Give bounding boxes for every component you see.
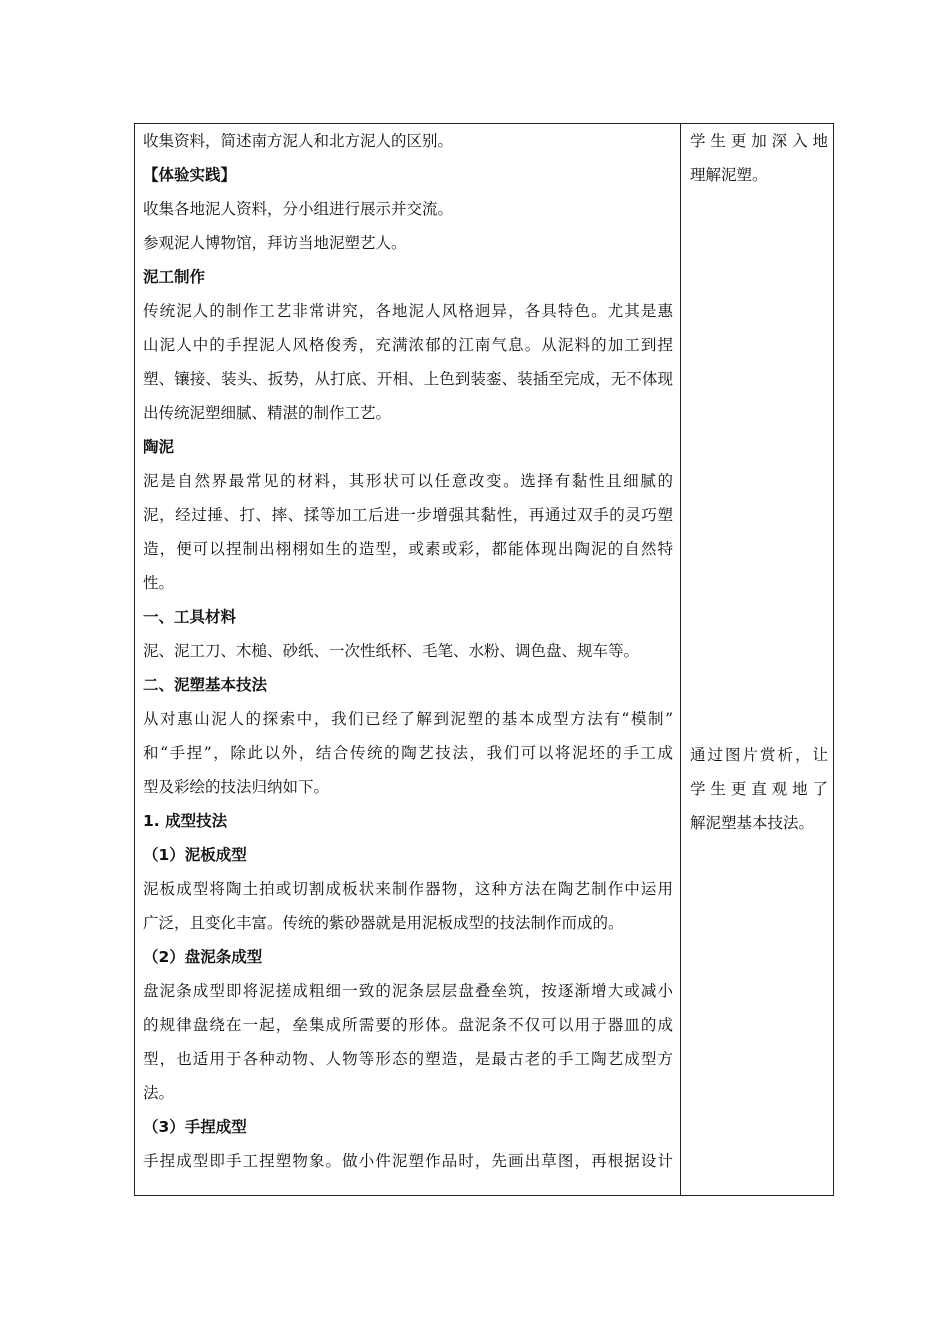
section-heading: 一、工具材料	[143, 608, 237, 626]
note-line: 解泥塑基本技法。	[690, 814, 815, 832]
section-heading: （2）盘泥条成型	[143, 948, 263, 966]
paragraph-line: 性。	[143, 574, 175, 592]
lesson-plan-table	[134, 123, 834, 1196]
paragraph-line: 泥、泥工刀、木槌、砂纸、一次性纸杯、毛笔、水粉、调色盘、规车等。	[143, 642, 640, 660]
paragraph-line: 泥板成型将陶土拍或切割成板状来制作器物，这种方法在陶艺制作中运用	[143, 880, 673, 898]
section-heading: （3）手捏成型	[143, 1118, 247, 1136]
paragraph-line: 和“手捏”，除此以外，结合传统的陶艺技法，我们可以将泥坯的手工成	[143, 744, 673, 762]
paragraph-line: 型及彩绘的技法归纳如下。	[143, 778, 330, 796]
paragraph-line: 塑、镶接、装头、扳势，从打底、开相、上色到装銮、装插至完成，无不体现	[143, 370, 673, 388]
paragraph-line: 从对惠山泥人的探索中，我们已经了解到泥塑的基本成型方法有“模制”	[143, 710, 673, 728]
column-divider	[680, 124, 681, 1195]
section-heading: （1）泥板成型	[143, 846, 247, 864]
note-column-middle	[690, 738, 828, 840]
paragraph-line: 泥，经过捶、打、摔、揉等加工后进一步增强其黏性，再通过双手的灵巧塑	[143, 506, 673, 524]
paragraph-line: 出传统泥塑细腻、精湛的制作工艺。	[143, 404, 392, 422]
content-column	[143, 124, 673, 1178]
section-heading: 泥工制作	[143, 268, 206, 286]
note-line: 学生更直观地了	[690, 780, 828, 798]
note-line: 理解泥塑。	[690, 166, 768, 184]
paragraph-line: 广泛，且变化丰富。传统的紫砂器就是用泥板成型的技法制作而成的。	[143, 914, 624, 932]
section-heading: 【体验实践】	[143, 166, 237, 184]
paragraph-line: 法。	[143, 1084, 175, 1102]
paragraph-line: 传统泥人的制作工艺非常讲究，各地泥人风格迥异，各具特色。尤其是惠	[143, 302, 673, 320]
paragraph-line: 盘泥条成型即将泥搓成粗细一致的泥条层层盘叠垒筑，按逐渐增大或减小	[143, 982, 673, 1000]
paragraph-line: 参观泥人博物馆，拜访当地泥塑艺人。	[143, 234, 407, 252]
paragraph-line: 的规律盘绕在一起，垒集成所需要的形体。盘泥条不仅可以用于器皿的成	[143, 1016, 673, 1034]
section-heading: 1. 成型技法	[143, 812, 228, 830]
section-heading: 二、泥塑基本技法	[143, 676, 268, 694]
paragraph-line: 泥是自然界最常见的材料，其形状可以任意改变。选择有黏性且细腻的	[143, 472, 673, 490]
paragraph-line: 山泥人中的手捏泥人风格俊秀，充满浓郁的江南气息。从泥料的加工到捏	[143, 336, 673, 354]
note-line: 学生更加深入地	[690, 132, 828, 150]
paragraph-line: 造，便可以捏制出栩栩如生的造型，或素或彩，都能体现出陶泥的自然特	[143, 540, 673, 558]
paragraph-line: 型，也适用于各种动物、人物等形态的塑造，是最古老的手工陶艺成型方	[143, 1050, 673, 1068]
note-line: 通过图片赏析，让	[690, 746, 828, 764]
paragraph-line: 收集资料，简述南方泥人和北方泥人的区别。	[143, 132, 454, 150]
note-column-top	[690, 124, 828, 192]
paragraph-line: 收集各地泥人资料，分小组进行展示并交流。	[143, 200, 454, 218]
paragraph-line: 手捏成型即手工捏塑物象。做小件泥塑作品时，先画出草图，再根据设计	[143, 1152, 673, 1170]
section-heading: 陶泥	[143, 438, 175, 456]
